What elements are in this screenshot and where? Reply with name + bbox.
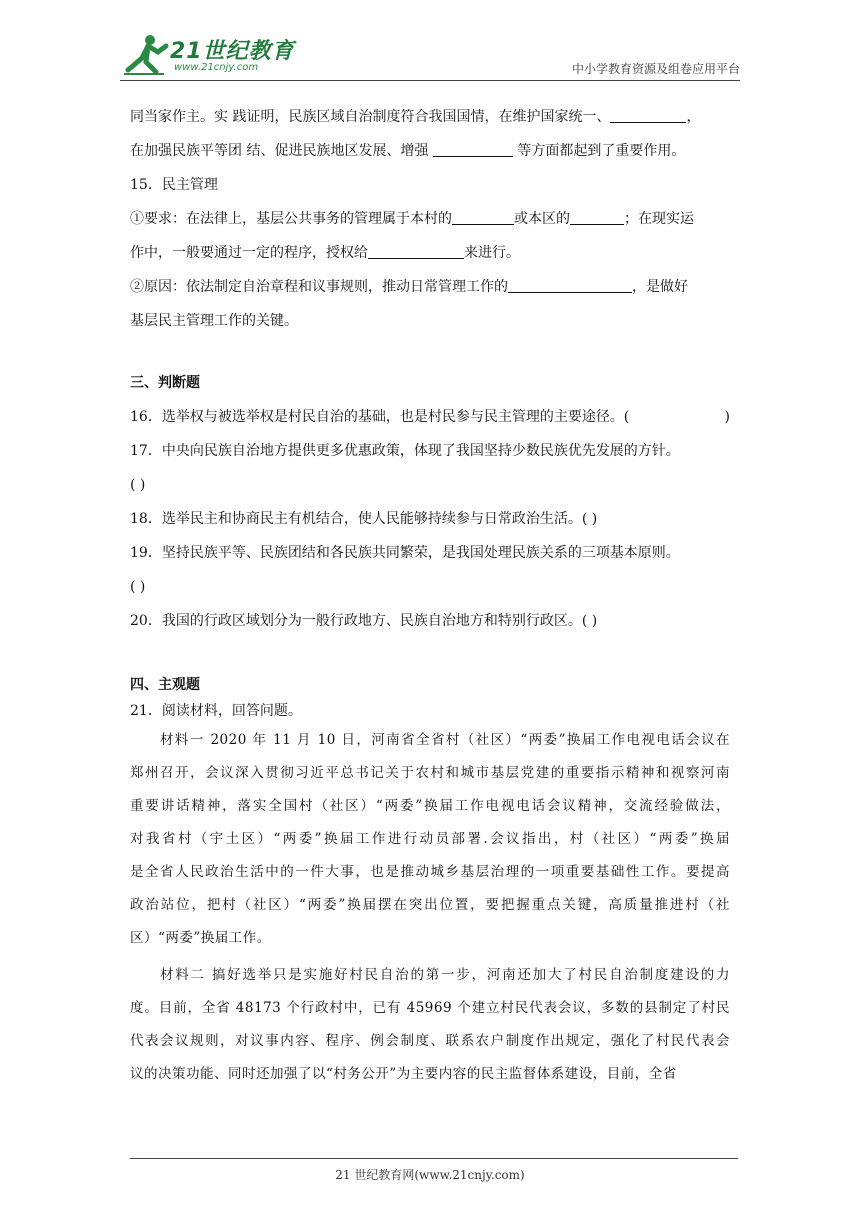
answer-paren-close: ) <box>724 409 730 425</box>
text-segment: 或本区的 <box>514 211 570 227</box>
logo-url: www.21cnjy.com <box>174 62 259 73</box>
runner-logo-icon <box>120 32 172 76</box>
question-15-line-1 <box>130 202 730 236</box>
question-19: 19．坚持民族平等、民族团结和各民族共同繁荣，是我国处理民族关系的三项基本原则。 <box>130 545 680 561</box>
material-line: 对我省村（宇土区）“两委”换届工作进行动员部署.会议指出，村（社区）“两委”换届 <box>130 831 730 847</box>
question-15-line-3 <box>130 270 730 304</box>
question-15-line-2 <box>130 236 730 270</box>
logo-text: 21世纪教育 <box>170 39 295 64</box>
question-16 <box>130 400 730 434</box>
question-16-text: 16．选举权与被选举权是村民自治的基础，也是村民参与民主管理的主要途径。( <box>130 409 630 425</box>
text-segment: ，是做好 <box>632 279 688 295</box>
site-logo <box>120 32 310 78</box>
material-line: 区）“两委”换届工作。 <box>130 930 271 946</box>
page-footer: 21 世纪教育网(www.21cnjy.com) <box>335 1168 525 1182</box>
fill-line-1 <box>130 100 730 134</box>
material-line: 代表会议规则，对议事内容、程序、例会制度、联系农户制度作出规定，强化了村民代表会 <box>130 1033 730 1049</box>
text-segment: ①要求：在法律上，基层公共事务的管理属于本村的 <box>130 211 452 227</box>
answer-blank <box>570 208 624 225</box>
question-20: 20．我国的行政区域划分为一般行政地方、民族自治地方和特别行政区。( ) <box>130 613 598 629</box>
answer-blank <box>508 276 632 293</box>
document-body <box>130 100 730 1091</box>
question-21: 21．阅读材料，回答问题。 <box>130 703 302 719</box>
material-line: 度。目前，全省 48173 个行政村中，已有 45969 个建立村民代表会议，多数的县制定了村民 <box>130 1000 730 1016</box>
question-18: 18．选举民主和协商民主有机结合，使人民能够持续参与日常政治生活。( ) <box>130 511 598 527</box>
answer-blank <box>610 106 686 123</box>
material-line: 材料一 2020 年 11 月 10 日，河南省全省村（社区）“两委”换届工作电视电话会议在 <box>160 732 730 748</box>
fill-line-2 <box>130 134 730 168</box>
material-line: 是全省人民政治生活中的一件大事，也是推动城乡基层治理的一项重要基础性工作。要提高 <box>130 864 730 880</box>
header-divider <box>120 80 740 81</box>
text-segment: 在加强民族平等团 结、促进民族地区发展、增强 <box>130 143 433 159</box>
text-segment: ②原因：依法制定自治章程和议事规则，推动日常管理工作的 <box>130 279 508 295</box>
page-header <box>120 32 740 82</box>
question-15-title: 15．民主管理 <box>130 177 218 193</box>
text-segment: 等方面都起到了重要作用。 <box>512 143 686 159</box>
material-line: 政治站位，把村（社区）“两委”换届摆在突出位置，要把握重点关键，高质量推进村（社 <box>130 897 730 913</box>
material-line: 重要讲话精神，落实全国村（社区）“两委”换届工作电视电话会议精神，交流经验做法， <box>130 798 730 814</box>
text-segment: 同当家作主。实 践证明，民族区域自治制度符合我国国情，在维护国家统一、 <box>130 109 611 125</box>
answer-blank <box>452 208 514 225</box>
question-15-line-4: 基层民主管理工作的关键。 <box>130 313 298 329</box>
question-19-paren: ( ) <box>130 579 146 595</box>
material-1 <box>130 724 730 955</box>
header-platform-title: 中小学教育资源及组卷应用平台 <box>571 62 740 76</box>
section-3-title: 三、判断题 <box>130 375 200 391</box>
section-4-title: 四、主观题 <box>130 677 200 693</box>
answer-blank <box>433 140 513 157</box>
text-segment: 作中，一般要通过一定的程序，授权给 <box>130 245 368 261</box>
material-line: 议的决策功能、同时还加强了以“村务公开”为主要内容的民主监督体系建设，目前，全省 <box>130 1066 677 1082</box>
question-17-paren: ( ) <box>130 477 146 493</box>
footer-divider <box>130 1158 738 1159</box>
answer-blank <box>368 242 464 259</box>
text-segment: 来进行。 <box>464 245 520 261</box>
text-segment: ， <box>686 109 701 125</box>
question-17: 17．中央向民族自治地方提供更多优惠政策，体现了我国坚持少数民族优先发展的方针。 <box>130 443 680 459</box>
material-2 <box>130 959 730 1091</box>
material-line: 材料二 搞好选举只是实施好村民自治的第一步，河南还加大了村民自治制度建设的力 <box>160 967 730 983</box>
material-line: 郑州召开，会议深入贯彻习近平总书记关于农村和城市基层党建的重要指示精神和视察河南 <box>130 765 730 781</box>
text-segment: ；在现实运 <box>624 211 694 227</box>
